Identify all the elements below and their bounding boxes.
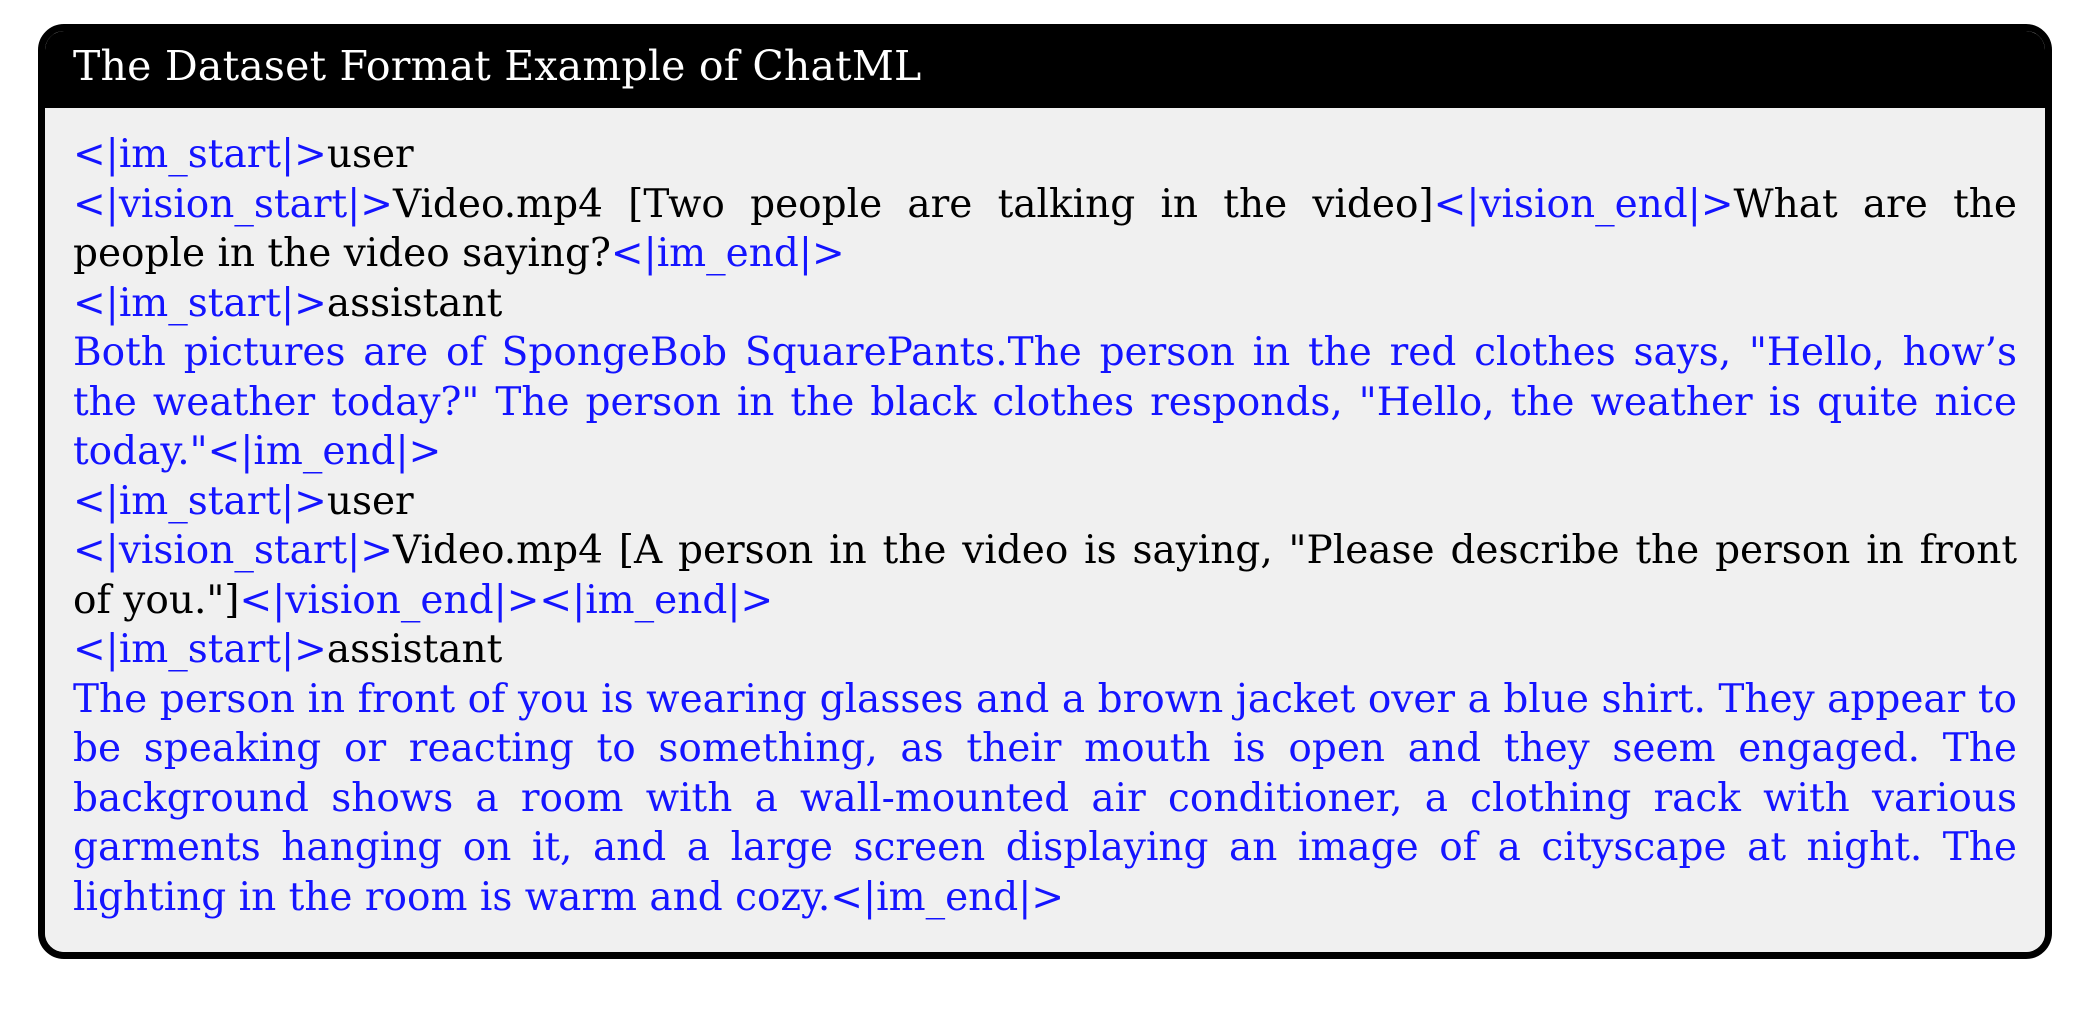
im-end-token: <|im_end|> bbox=[610, 231, 845, 277]
turn-3-content bbox=[73, 526, 2017, 625]
turn-4-role-line bbox=[73, 625, 2017, 675]
turn-2-role-line bbox=[73, 279, 2017, 329]
chatml-example-panel bbox=[38, 24, 2052, 959]
vision-end-token: <|vision_end|> bbox=[239, 577, 540, 623]
vision-end-token: <|vision_end|> bbox=[1433, 181, 1734, 227]
turn-1-role-line bbox=[73, 130, 2017, 180]
vision-start-token: <|vision_start|> bbox=[73, 181, 393, 227]
turn-3-role: user bbox=[326, 478, 414, 524]
im-end-token: <|im_end|> bbox=[539, 577, 774, 623]
turn-4-role: assistant bbox=[326, 627, 503, 673]
panel-title: The Dataset Format Example of ChatML bbox=[45, 31, 2045, 108]
im-end-token: <|im_end|> bbox=[207, 429, 442, 475]
turn-2-text: Both pictures are of SpongeBob SquarePants.The person in the red clothes says, "Hello, how’s the weather today?" The person in the black clothes responds, "Hello, the weather is quite nice today." bbox=[73, 330, 2017, 475]
im-start-token: <|im_start|> bbox=[73, 478, 327, 524]
turn-1-role: user bbox=[326, 132, 414, 178]
turn-2-content bbox=[73, 328, 2017, 477]
turn-4-text: The person in front of you is wearing glasses and a brown jacket over a blue shirt. They appear to be speaking or reacting to something, as their mouth is open and they seem engaged. The background shows a room with a wall-mounted air conditioner, a clothing rack with various garments hanging on it, and a large screen displaying an image of a cityscape at night. The lighting in the room is warm and cozy. bbox=[73, 676, 2017, 920]
im-start-token: <|im_start|> bbox=[73, 280, 327, 326]
turn-3-role-line bbox=[73, 477, 2017, 527]
turn-3-media: Video.mp4 [A person in the video is saying, "Please describe the person in front of you."] bbox=[73, 528, 2017, 623]
vision-start-token: <|vision_start|> bbox=[73, 528, 393, 574]
chatml-transcript bbox=[45, 108, 2045, 952]
turn-4-content bbox=[73, 675, 2017, 923]
turn-2-role: assistant bbox=[326, 280, 503, 326]
turn-1-content bbox=[73, 180, 2017, 279]
im-start-token: <|im_start|> bbox=[73, 132, 327, 178]
im-end-token: <|im_end|> bbox=[830, 874, 1065, 920]
im-start-token: <|im_start|> bbox=[73, 627, 327, 673]
turn-1-text: What are the people in the video saying? bbox=[73, 181, 2018, 277]
turn-1-media: Video.mp4 [Two people are talking in the video] bbox=[392, 181, 1434, 227]
